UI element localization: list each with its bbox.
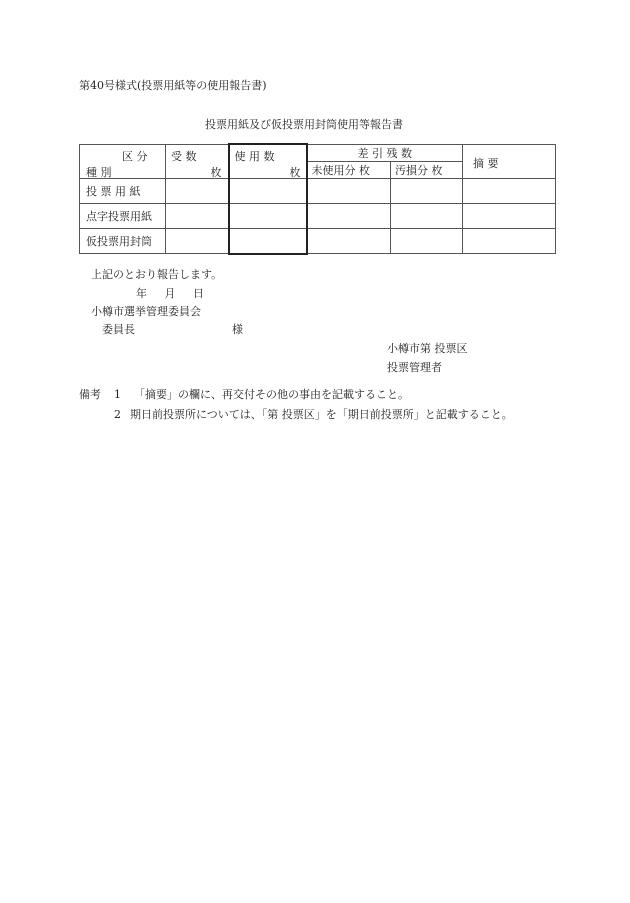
chairman-label: 委員長 <box>102 323 135 336</box>
precinct-label: 小樽市第 投票区 <box>387 342 468 355</box>
used-cell <box>229 178 307 203</box>
used-header: 使 用 数 <box>234 150 275 163</box>
damaged-cell <box>391 228 463 254</box>
remarks-cell <box>463 228 556 254</box>
damaged-cell <box>391 178 463 203</box>
used-unit: 枚 <box>289 166 301 179</box>
remarks-header: 摘 要 <box>473 156 499 170</box>
note-number: 1 <box>114 388 121 401</box>
received-header-cell <box>166 144 229 178</box>
form-number: 第40号様式(投票用紙等の使用報告書) <box>79 79 267 92</box>
used-cell <box>229 228 307 254</box>
note-number: 2 <box>114 408 121 421</box>
received-header: 受 数 <box>171 149 197 163</box>
unused-cell <box>307 203 391 228</box>
unused-cell <box>307 228 391 254</box>
damaged-cell <box>391 203 463 228</box>
used-header-cell <box>229 144 307 178</box>
table-row <box>80 203 556 228</box>
damaged-header-cell <box>391 161 463 178</box>
report-statement: 上記のとおり報告します。 <box>91 268 223 281</box>
committee-name: 小樽市選挙管理委員会 <box>91 305 201 318</box>
received-cell <box>166 178 229 203</box>
remaining-header-cell <box>307 144 463 161</box>
unused-header-cell <box>307 161 391 178</box>
table-row <box>80 228 556 254</box>
manager-label: 投票管理者 <box>387 361 442 374</box>
note-text: 「摘要」の欄に、再交付その他の事由を記載すること。 <box>134 388 409 401</box>
received-cell <box>166 203 229 228</box>
remarks-header-cell <box>463 144 556 178</box>
damaged-header: 汚損分 枚 <box>395 163 443 177</box>
remarks-cell <box>463 178 556 203</box>
table-header-row-1 <box>80 144 556 161</box>
unused-header: 未使用分 枚 <box>311 163 370 177</box>
notes-label: 備考 <box>79 388 101 401</box>
report-table <box>79 143 556 255</box>
used-cell <box>229 203 307 228</box>
row-label-envelope: 仮投票用封筒 <box>80 228 166 254</box>
date-line: 年 月 日 <box>136 287 204 300</box>
category-header-top: 区 分 <box>122 149 148 163</box>
document-title: 投票用紙及び仮投票用封筒使用等報告書 <box>205 118 403 131</box>
remaining-header: 差 引 残 数 <box>357 146 412 160</box>
table-row <box>80 178 556 203</box>
row-label-ballot: 投 票 用 紙 <box>80 178 166 203</box>
honorific: 様 <box>232 323 243 336</box>
received-unit: 枚 <box>210 165 222 179</box>
category-header-cell <box>80 144 166 178</box>
received-cell <box>166 228 229 254</box>
category-header-bottom: 種 別 <box>86 165 112 179</box>
remarks-cell <box>463 203 556 228</box>
row-label-braille: 点字投票用紙 <box>80 203 166 228</box>
unused-cell <box>307 178 391 203</box>
note-text: 期日前投票所については、「第 投票区」を「期日前投票所」と記載すること。 <box>130 408 513 421</box>
